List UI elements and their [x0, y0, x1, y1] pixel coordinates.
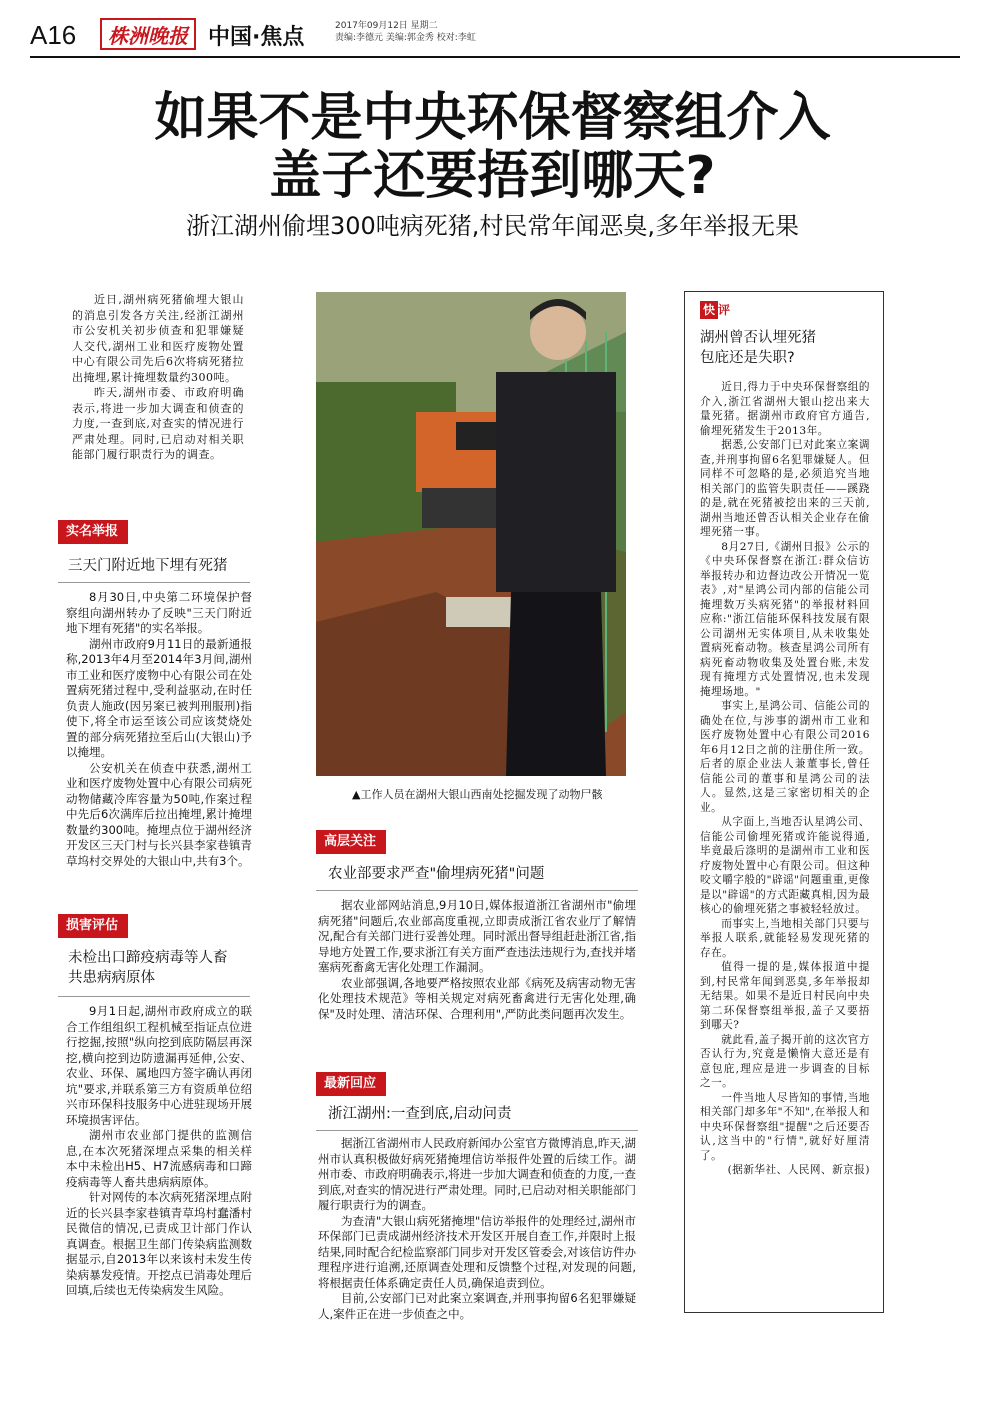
section-divider	[58, 582, 250, 583]
section-body-response	[318, 1136, 636, 1322]
subtitle: 浙江湖州偷埋300吨病死猪,村民常年闻恶臭,多年举报无果	[185, 212, 800, 240]
page-number: A16	[30, 20, 77, 50]
commentary-body	[700, 380, 870, 1178]
body-para: 9月1日起,湖州市政府成立的联合工作组组织工程机械至指证点位进行挖掘,按照"纵向挖到底防隔层再深挖,横向挖到边防遗漏再延伸,公安、农业、环保、属地四方签字确认再闭坑"要求,并联系第三方有资质单位绍兴市环保科技服务中心进驻现场开展环境损害评估。	[66, 1004, 252, 1127]
body-para: 针对网传的本次病死猪深埋点附近的长兴县李家巷镇青草坞村蠢潘村民微信的情况,已责成卫计部门作认真调查。根据卫生部门传染病监测数据显示,自2013年以来该村未发生传染病暴发疫情。开挖点已消毒处理后回填,后续也无传染病发生风险。	[66, 1190, 252, 1297]
section-title-response: 浙江湖州:一查到底,启动问责	[328, 1106, 512, 1122]
body-para: 近日,得力于中央环保督察组的介入,浙江省湖州大银山挖出来大量死猪。据湖州市政府官方通告,偷埋死猪发生于2013年。	[700, 381, 870, 437]
section-tag-attention: 高层关注	[316, 830, 386, 854]
issue-meta	[335, 20, 476, 44]
section-tag-response: 最新回应	[316, 1072, 386, 1096]
title-line: 未检出口蹄疫病毒等人畜	[68, 950, 228, 966]
body-para: 农业部强调,各地要严格按照农业部《病死及病害动物无害化处理技术规范》等相关规定对病死畜禽进行无害化处理,确保"及时处理、清洁环保、合理利用",严防此类问题再次发生。	[318, 975, 636, 1021]
body-para: 湖州市农业部门提供的监测信息,在本次死猪深埋点采集的相关样本中未检出H5、H7流感病毒和口蹄疫病毒等人畜共患病病原体。	[66, 1128, 252, 1189]
commentary-source: (据新华社、人民网、新京报)	[727, 1164, 870, 1176]
body-para: 8月30日,中央第二环境保护督察组向湖州转办了反映"三天门附近地下埋有死猪"的实名举报。	[66, 590, 252, 635]
section-body-report	[66, 590, 252, 869]
section-divider	[58, 996, 250, 997]
title-line: 包庇还是失职?	[700, 350, 795, 366]
body-para: 为查清"大银山病死猪掩埋"信访举报件的处理经过,湖州市环保部门已责成湖州经济技术开发区开展自查工作,并限时上报结果,同时配合纪检监察部门同步对开发区管委会,对该信访件办理程序进行追溯,还原调查处理和反馈整个过程,对发现的问题,将根据责任体系确定责任人员,确保追责到位。	[318, 1213, 636, 1290]
body-para: 值得一提的是,媒体报道中提到,村民常年闻到恶臭,多年举报却无结果。如果不是近日村民向中央第二环保督察组举报,盖子又要捂到哪天?	[700, 961, 870, 1031]
body-para: 从字面上,当地否认星鸿公司、信能公司偷埋死猪或许能说得通,毕竟最后涤明的是湖州市工业和医疗废物处置中心有限公司。但这种咬文嚼字般的"辟谣"问题重重,更像是以"辟谣"的方式距藏真相,因为最核心的偷埋死猪之事被轻轻放过。	[700, 816, 870, 915]
issue-date: 2017年09月12日 星期二	[335, 21, 438, 31]
body-para: 据农业部网站消息,9月10日,媒体报道浙江省湖州市"偷埋病死猪"问题后,农业部高度重视,立即责成浙江省农业厅了解情况,配合有关部门进行妥善处理。同时派出督导组赶赴浙江省,指导地方处置工作,要求浙江有关方面严查违法违规行为,查找并堵塞病死畜禽无害化处理工作漏洞。	[318, 898, 636, 974]
section-body-attention	[318, 898, 636, 1022]
photo-illustration	[316, 292, 626, 776]
body-para: 湖州市政府9月11日的最新通报称,2013年4月至2014年3月间,湖州市工业和医疗废物中心有限公司在处置病死猪过程中,受利益驱动,在时任负责人施政(因另案已被判刑服刑)指使下,将全市运至该公司应该焚烧处置的部分病死猪拉至后山(大银山)予以掩埋。	[66, 636, 252, 759]
intro-para: 近日,湖州病死猪偷埋大银山的消息引发各方关注,经浙江湖州市公安机关初步侦查和犯罪嫌疑人交代,湖州工业和医疗废物处置中心有限公司先后6次将病死猪拉出掩埋,累计掩埋数量约300吨。	[72, 293, 244, 384]
section-tag-report: 实名举报	[58, 520, 128, 544]
body-para: 就此看,盖子揭开前的这次官方否认行为,究竟是懒惰大意还是有意包庇,理应是进一步调查的目标之一。	[700, 1033, 870, 1089]
body-para: 目前,公安部门已对此案立案调查,并刑事拘留6名犯罪嫌疑人,案件正在进一步侦查之中。	[318, 1291, 636, 1321]
section-tag-assessment: 损害评估	[58, 914, 128, 938]
intro-para: 昨天,湖州市委、市政府明确表示,将进一步加大调查和侦查的力度,一查到底,对查实的情况进行严肃处理。同时,已启动对相关职能部门履行职责行为的调查。	[72, 386, 244, 461]
section-title-attention: 农业部要求严查"偷埋病死猪"问题	[328, 866, 545, 882]
commentary-tag: 快	[700, 301, 718, 319]
section-name: 中国·焦点	[208, 25, 305, 50]
title-line: 共患病病原体	[68, 970, 155, 986]
section-title-report: 三天门附近地下埋有死猪	[68, 558, 228, 574]
body-para: 据悉,公安部门已对此案立案调查,并刑事拘留6名犯罪嫌疑人。但同样不可忽略的是,必须追究当地相关部门的监管失职责任——蹊跷的是,就在死猪被挖出来的三天前,湖州当地还曾否认相关企业存在偷埋死猪一事。	[700, 439, 870, 538]
commentary-tag-suffix: 评	[718, 303, 731, 317]
section-body-assessment	[66, 1004, 252, 1299]
issue-editors: 责编:李德元 美编:郭金秀 校对:李虹	[335, 33, 476, 43]
intro-text	[72, 292, 244, 463]
commentary-title	[700, 328, 870, 368]
headline-line1: 如果不是中央环保督察组介入	[154, 88, 831, 148]
body-para: 据浙江省湖州市人民政府新闻办公室官方微博消息,昨天,湖州市认真积极做好病死猪掩埋信访举报件处置的后续工作。湖州市委、市政府明确表示,将进一步加大调查和侦查的力度,一查到底,对查实的情况进行严肃处理。同时,已启动对相关职能部门履行职责行为的调查。	[318, 1136, 636, 1212]
body-para: 而事实上,当地相关部门只要与举报人联系,就能轻易发现死猪的存在。	[700, 917, 870, 959]
photo-caption: ▲工作人员在湖州大银山西南处挖掘发现了动物尸骸	[352, 788, 603, 801]
header-rule	[30, 56, 960, 58]
headline-line2: 盖子还要捂到哪天?	[269, 146, 716, 206]
body-para: 一件当地人尽皆知的事情,当地相关部门却多年"不知",在举报人和中央环保督察组"提醒"之后还要否认,这当中的"行情",就好好厘清了。	[700, 1091, 870, 1162]
body-para: 事实上,星鸿公司、信能公司的确处在位,与涉事的湖州市工业和医疗废物处置中心有限公司2016年6月12日之前的注册住所一致。后者的原企业法人兼董事长,曾任信能公司的董事和星鸿公司的法人。显然,这是三家密切相关的企业。	[700, 700, 870, 814]
section-divider	[316, 1130, 638, 1131]
body-para: 8月27日,《湖州日报》公示的《中央环保督察在浙江:群众信访举报转办和边督边改公开情况一览表》,对"星鸿公司内部的信能公司掩埋数万头病死猪"的举报材料回应称:"浙江信能环保科技发展有限公司湖州无实体项目,从未收集处置病死畜动物。核查星鸿公司所有病死畜动物收集及处置台账,未发现有掩埋方式处置情况,也未发现掩埋场地。"	[700, 540, 870, 698]
section-title-assessment	[68, 948, 228, 988]
section-divider	[316, 890, 638, 891]
news-photo	[316, 292, 626, 776]
newspaper-logo: 株洲晚报	[100, 18, 196, 50]
title-line: 湖州曾否认埋死猪	[700, 330, 816, 346]
body-para: 公安机关在侦查中获悉,湖州工业和医疗废物处置中心有限公司病死动物储藏冷库容量为50吨,作案过程中先后6次满库后拉出掩埋,累计掩埋数量约300吨。掩埋点位于湖州经济开发区三天门村与长兴县李家巷镇青草坞村交界处的大银山中,共有3个。	[66, 760, 252, 868]
